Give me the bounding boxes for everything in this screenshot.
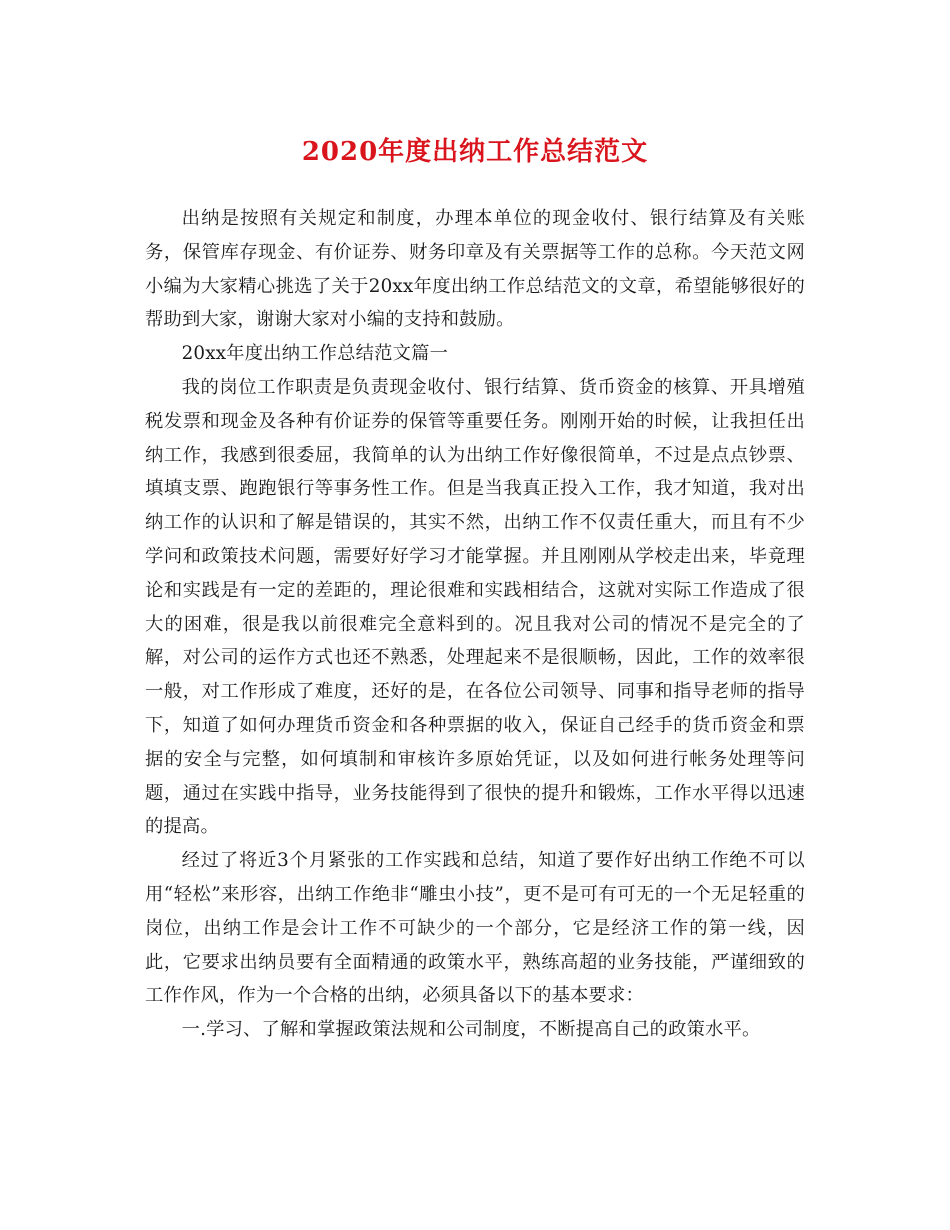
paragraph-experience: 经过了将近3个月紧张的工作实践和总结，知道了要作好出纳工作绝不可以用“轻松”来形容，出纳工作绝非“雕虫小技”，更不是可有可无的一个无足轻重的岗位，出纳工作是会计工作不可缺少的一个部分，它是经济工作的第一线，因此，它要求出纳员要有全面精通的政策水平，熟练高超的业务技能，严谨细致的工作作风，作为一个合格的出纳，必须具备以下的基本要求： <box>145 850 805 1007</box>
document-title: 2020年度出纳工作总结范文 <box>301 137 649 167</box>
paragraph-requirement-one: 一.学习、了解和掌握政策法规和公司制度，不断提高自己的政策水平。 <box>181 1019 761 1041</box>
paragraph-intro: 出纳是按照有关规定和制度，办理本单位的现金收付、银行结算及有关账务，保管库存现金、有价证券、财务印章及有关票据等工作的总称。今天范文网小编为大家精心挑选了关于20xx年度出纳工作总结范文的文章，希望能够很好的帮助到大家，谢谢大家对小编的支持和鼓励。 <box>145 208 805 331</box>
paragraph-section-heading: 20xx年度出纳工作总结范文篇一 <box>181 343 449 365</box>
paragraph-job-duties: 我的岗位工作职责是负责现金收付、银行结算、货币资金的核算、开具增殖税发票和现金及各种有价证券的保管等重要任务。刚刚开始的时候，让我担任出纳工作，我感到很委屈，我简单的认为出纳工作好像很简单，不过是点点钞票、填填支票、跑跑银行等事务性工作。但是当我真正投入工作，我才知道，我对出纳工作的认识和了解是错误的，其实不然，出纳工作不仅责任重大，而且有不少学问和政策技术问题，需要好好学习才能掌握。并且刚刚从学校走出来，毕竟理论和实践是有一定的差距的，理论很难和实践相结合，这就对实际工作造成了很大的困难，很是我以前很难完全意料到的。况且我对公司的情况不是完全的了解，对公司的运作方式也还不熟悉，处理起来不是很顺畅，因此，工作的效率很一般，对工作形成了难度，还好的是，在各位公司领导、同事和指导老师的指导下，知道了如何办理货币资金和各种票据的收入，保证自己经手的货币资金和票据的安全与完整，如何填制和审核许多原始凭证，以及如何进行帐务处理等问题，通过在实践中指导，业务技能得到了很快的提升和锻炼，工作水平得以迅速的提高。 <box>145 376 805 838</box>
document-page <box>145 128 805 1047</box>
